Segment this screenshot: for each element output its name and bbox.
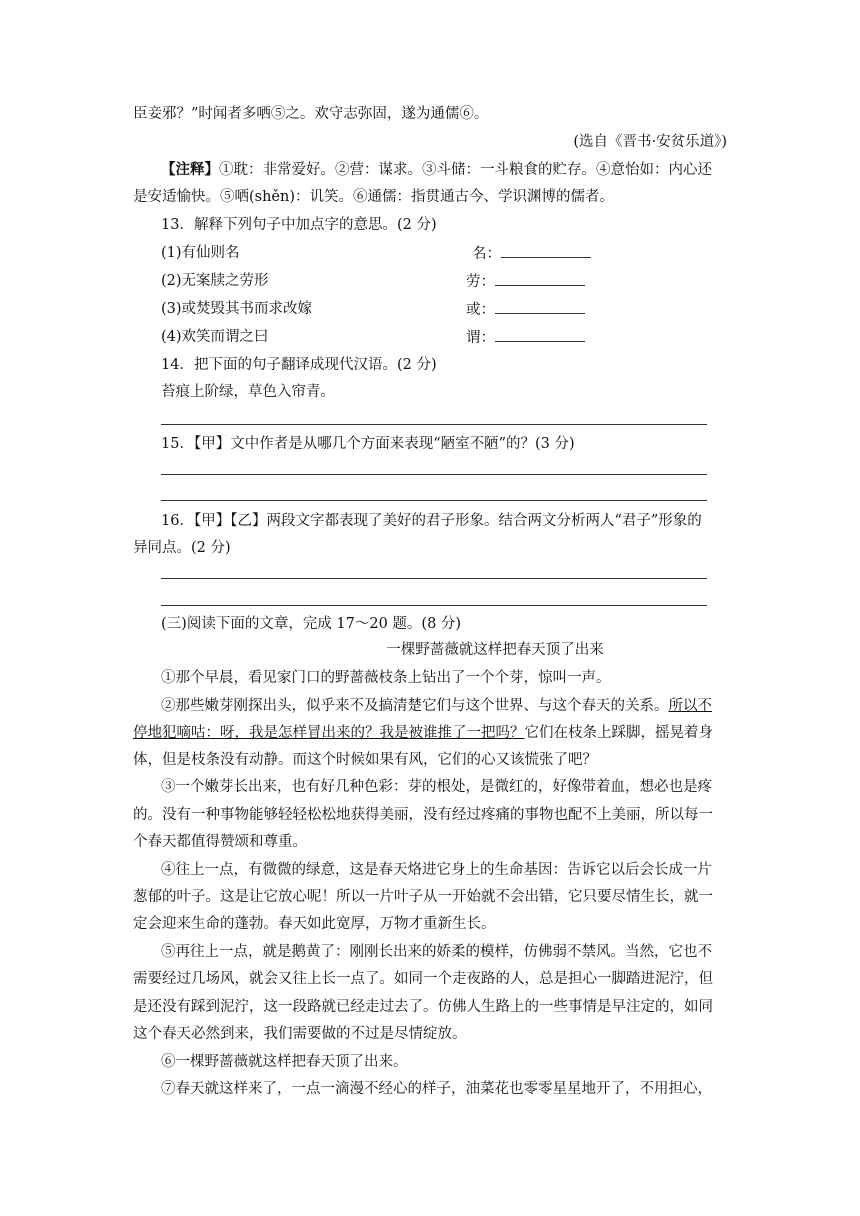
paragraph-5-line-3: 是还没有踩到泥泞，这一段路就已经走过去了。仿佛人生路上的一些事情是早注定的，如同 xyxy=(133,999,713,1015)
question-14-sentence: 苔痕上阶绿，草色入帘青。 xyxy=(161,384,335,400)
paragraph-3-line-1: ③一个嫩芽长出来，也有好几种色彩：芽的根处，是微红的，好像带着血，想必也是疼 xyxy=(161,779,712,795)
paragraph-5-line-4: 这个春天必然到来，我们需要做的不过是尽情绽放。 xyxy=(133,1026,467,1042)
q13-answer-2[interactable] xyxy=(466,271,585,292)
q13-answer-label: 谓： xyxy=(466,330,495,346)
paragraph-5-line-2: 需要经过几场风，就会又往上长一点了。如同一个走夜路的人，总是担心一脚踏进泥泞，但 xyxy=(133,971,713,987)
article-title: 一棵野蔷薇就这样把春天顶了出来 xyxy=(386,642,604,658)
answer-blank[interactable] xyxy=(501,243,591,258)
answer-blank[interactable] xyxy=(495,299,585,314)
q13-item-3: (3)或焚毁其书而求改嫁 xyxy=(161,301,313,317)
q13-answer-label: 名： xyxy=(472,246,501,262)
q13-item-4: (4)欢笑而谓之曰 xyxy=(161,329,269,345)
answer-line[interactable] xyxy=(161,605,707,606)
source-citation: (选自《晋书·安贫乐道》) xyxy=(573,134,727,150)
p2-text: 它们在枝条上踩脚，摇晃着身 xyxy=(524,725,713,741)
paragraph-4-line-2: 葱郁的叶子。这是让它放心呢！所以一片叶子从一开始就不会出错，它只要尽情生长，就一 xyxy=(133,889,713,905)
paragraph-2-line-1 xyxy=(161,696,727,716)
paragraph-4-line-3: 定会迎来生命的蓬勃。春天如此宽厚，万物才重新生长。 xyxy=(133,916,496,932)
q13-answer-3[interactable] xyxy=(466,299,585,320)
answer-blank[interactable] xyxy=(495,327,585,342)
p2-text: ②那些嫩芽刚探出头，似乎来不及搞清楚它们与这个世界、与这个春天的关系。 xyxy=(161,698,669,714)
p2-underlined: 所以不 xyxy=(668,698,712,714)
paragraph-5-line-1: ⑤再往上一点，就是鹅黄了：刚刚长出来的娇柔的模样，仿佛弱不禁风。当然，它也不 xyxy=(161,944,712,960)
paragraph-2-line-3: 体，但是枝条没有动静。而这个时候如果有风，它们的心又该慌张了吧？ xyxy=(133,752,597,768)
annotation-line-1 xyxy=(161,160,727,180)
answer-line[interactable] xyxy=(161,500,707,501)
answer-line[interactable] xyxy=(161,578,707,579)
q13-answer-label: 或： xyxy=(466,302,495,318)
paragraph-7-line-1: ⑦春天就这样来了，一点一滴漫不经心的样子，油菜花也零零星星地开了，不用担心， xyxy=(161,1081,712,1097)
answer-line[interactable] xyxy=(161,474,707,475)
paragraph-4-line-1: ④往上一点，有微微的绿意，这是春天烙进它身上的生命基因：告诉它以后会长成一片 xyxy=(161,862,712,878)
q13-item-2: (2)无案牍之劳形 xyxy=(161,273,269,289)
p2-underlined: 停地犯嘀咕：呀，我是怎样冒出来的？我是被谁推了一把吗？ xyxy=(133,725,525,741)
question-14-stem: 14．把下面的句子翻译成现代汉语。(2 分) xyxy=(161,357,437,373)
paragraph-3-line-2: 的。没有一种事物能够轻轻松松地获得美丽，没有经过疼痛的事物也配不上美丽，所以每一 xyxy=(133,807,713,823)
q13-answer-4[interactable] xyxy=(466,327,585,348)
paragraph-2-line-2 xyxy=(133,723,727,743)
paragraph-6: ⑥一棵野蔷薇就这样把春天顶了出来。 xyxy=(161,1054,408,1070)
annotation-line-2: 是安适愉快。⑤哂(shěn)：讥笑。⑥通儒：指贯通古今、学识渊博的儒者。 xyxy=(133,189,615,205)
q13-answer-label: 劳： xyxy=(466,274,495,290)
section-3-heading: (三)阅读下面的文章，完成 17～20 题。(8 分) xyxy=(161,616,462,632)
question-13-stem: 13．解释下列句子中加点字的意思。(2 分) xyxy=(161,217,437,233)
passage-last-line: 臣妾邪？”时闻者多哂⑤之。欢守志弥固，遂为通儒⑥。 xyxy=(133,106,489,122)
q13-item-1: (1)有仙则名 xyxy=(161,245,240,261)
annotation-text-1: ①耽：非常爱好。②营：谋求。③斗储：一斗粮食的贮存。④意怡如：内心还 xyxy=(219,162,712,178)
annotation-label: 【注释】 xyxy=(161,161,219,178)
answer-line[interactable] xyxy=(161,424,707,425)
paragraph-1: ①那个早晨，看见家门口的野蔷薇枝条上钻出了一个个芽，惊叫一声。 xyxy=(161,670,611,686)
question-16-stem-1: 16．【甲】【乙】两段文字都表现了美好的君子形象。结合两文分析两人“君子”形象的 xyxy=(161,513,702,529)
question-16-stem-2: 异同点。(2 分) xyxy=(133,540,231,556)
question-15-stem: 15．【甲】文中作者是从哪几个方面来表现“陋室不陋”的？(3 分) xyxy=(161,436,575,452)
answer-blank[interactable] xyxy=(495,271,585,286)
q13-answer-1[interactable] xyxy=(472,243,591,264)
paragraph-3-line-3: 个春天都值得赞颂和尊重。 xyxy=(133,834,307,850)
